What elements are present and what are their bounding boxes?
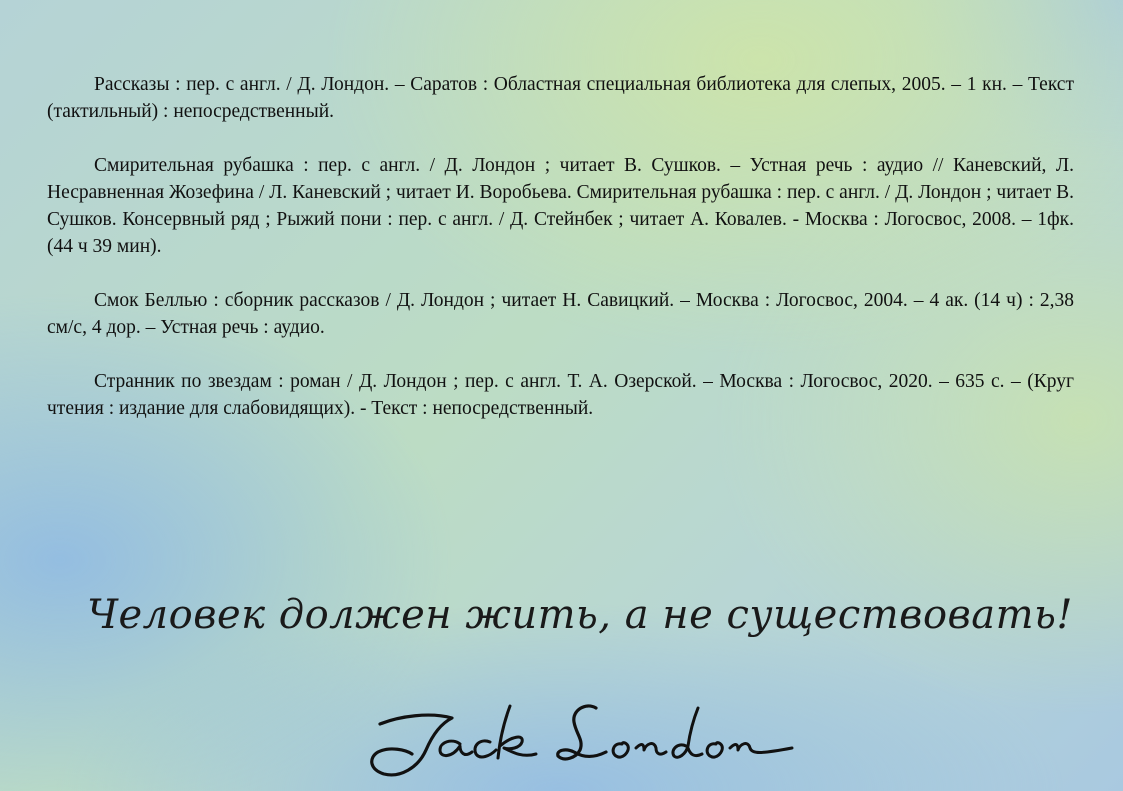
bibliography-entry: Рассказы : пер. с англ. / Д. Лондон. – Саратов : Областная специальная библиотека для слепых, 2005. – 1 кн. – Текст (тактильный) : непосредственный.	[47, 74, 1074, 122]
bibliography-entry: Смирительная рубашка : пер. с англ. / Д. Лондон ; читает В. Сушков. – Устная речь : аудио // Каневский, Л. Несравненная Жозефина / Л. Каневский ; читает И. Воробьева. Смирительная рубашка : пер. с англ. / Д. Лондон ; читает В. Сушков. Консервный ряд ; Рыжий пони : пер. с англ. / Д. Стейнбек ; читает А. Ковалев. - Москва : Логосвос, 2008. – 1фк. (44 ч 39 мин).	[47, 155, 1074, 257]
signature	[360, 688, 800, 780]
bibliography-entry: Странник по звездам : роман / Д. Лондон ; пер. с англ. Т. А. Озерской. – Москва : Логосвос, 2020. – 635 с. – (Круг чтения : издание для слабовидящих). - Текст : непосредственный.	[47, 371, 1074, 419]
bibliography-list	[47, 71, 1074, 449]
bibliography-entry: Смок Беллью : сборник рассказов / Д. Лондон ; читает Н. Савицкий. – Москва : Логосвос, 2004. – 4 ак. (14 ч) : 2,38 см/с, 4 дор. – Устная речь : аудио.	[47, 290, 1074, 338]
quote: Человек должен жить, а не существовать!	[87, 592, 1073, 638]
